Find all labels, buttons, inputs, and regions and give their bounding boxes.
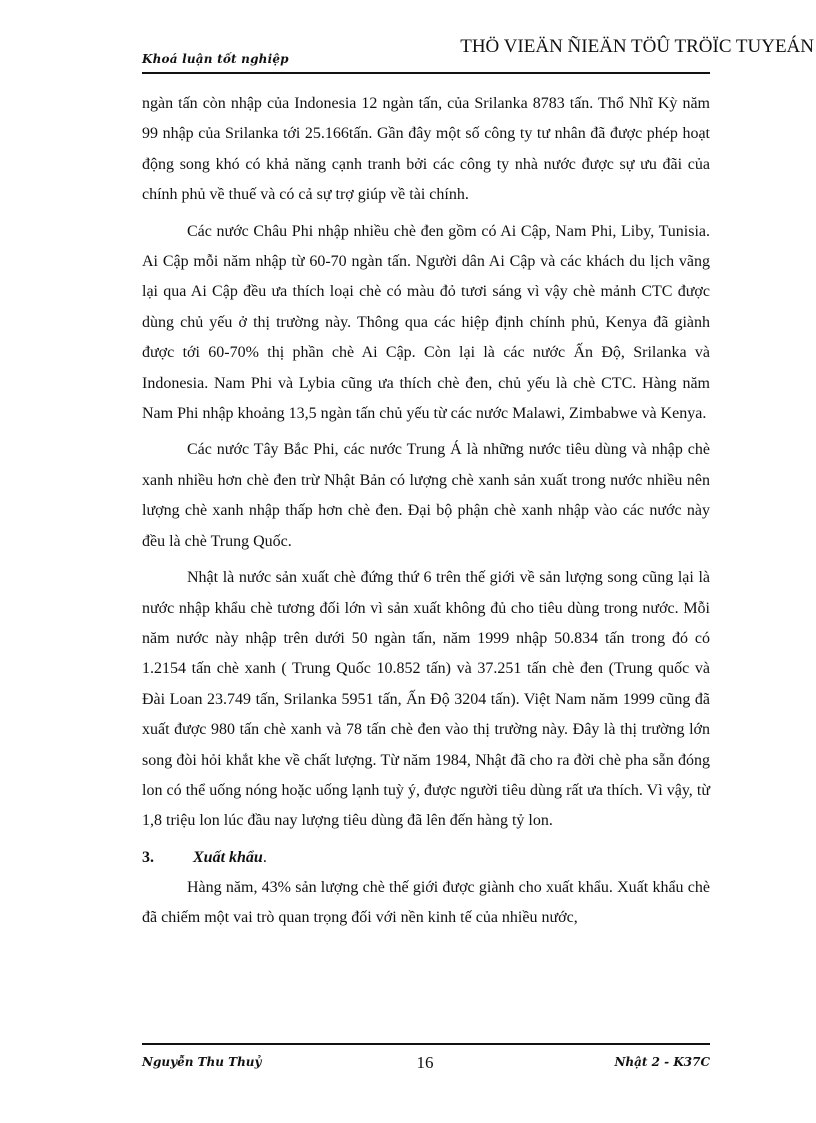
paragraph-japan: Nhật là nước sản xuất chè đứng thứ 6 trên thế giới về sản lượng song cũng lại là nước nhập khẩu chè tương đối lớn vì sản xuất không đủ cho tiêu dùng trong nước. Mỗi năm nước này nhập trên dưới 50 ngàn tấn, năm 1999 nhập 50.834 tấn trong đó có 1.2154 tấn chè xanh ( Trung Quốc 10.852 tấn) và 37.251 tấn chè đen (Trung quốc và Đài Loan 23.749 tấn, Srilanka 5951 tấn, Ấn Độ 3204 tấn). Việt Nam năm 1999 cũng đã xuất được 980 tấn chè xanh và 78 tấn chè đen vào thị trường này. Đây là thị trường lớn song đòi hỏi khắt khe về chất lượng. Từ năm 1984, Nhật đã cho ra đời chè pha sẵn đóng lon có thể uống nóng hoặc uống lạnh tuỳ ý, được người tiêu dùng rất ưa thích. Vì vậy, từ 1,8 triệu lon lúc đầu nay lượng tiêu dùng đã lên đến hàng tỷ lon.: [142, 569, 710, 830]
paragraph-export: Hàng năm, 43% sản lượng chè thế giới được giành cho xuất khẩu. Xuất khẩu chè đã chiếm một vai trò quan trọng đối với nền kinh tế của nhiều nước,: [142, 878, 710, 927]
paragraph-continued: ngàn tấn còn nhập của Indonesia 12 ngàn tấn, của Srilanka 8783 tấn. Thổ Nhĩ Kỳ năm 99 nhập của Srilanka tới 25.166tấn. Gần đây một số công ty tư nhân đã được phép hoạt động song khó có khả năng cạnh tranh bởi các công ty nhà nước được sự ưu đãi của chính phủ về thuế và có cả sự trợ giúp về tài chính.: [142, 95, 710, 204]
section-punct: .: [262, 848, 267, 866]
footer-class: Nhật 2 - K37C: [614, 1055, 710, 1069]
footer-author: Nguyễn Thu Thuỷ: [142, 1055, 262, 1069]
page-number: 16: [416, 1053, 434, 1072]
paragraph-africa: Các nước Châu Phi nhập nhiều chè đen gồm có Ai Cập, Nam Phi, Liby, Tunisia. Ai Cập mỗi năm nhập từ 60-70 ngàn tấn. Người dân Ai Cập và các khách du lịch vãng lại qua Ai Cập đều ưa thích loại chè có màu đỏ tươi sáng vì vậy chè mảnh CTC được dùng chủ yếu ở thị trường này. Thông qua các hiệp định chính phủ, Kenya đã giành được tới 60-70% thị phần chè Ai Cập. Còn lại là các nước Ấn Độ, Srilanka và Indonesia. Nam Phi và Lybia cũng ưa thích chè đen, chủ yếu là chè CTC. Hàng năm Nam Phi nhập khoảng 13,5 ngàn tấn chủ yếu từ các nước Malawi, Zimbabwe và Kenya.: [142, 222, 710, 423]
section-number: 3.: [142, 848, 154, 866]
header-thesis-label: Khoá luận tốt nghiệp: [142, 52, 289, 66]
body-text: [142, 89, 710, 940]
section-title: Xuất khẩu: [193, 848, 263, 866]
section-heading: [142, 843, 710, 873]
paragraph-northwest-africa: Các nước Tây Bắc Phi, các nước Trung Á là những nước tiêu dùng và nhập chè xanh nhiều hơn chè đen trừ Nhật Bản có lượng chè xanh sản xuất trong nước nhiều nên lượng chè xanh nhập thấp hơn chè đen. Đại bộ phận chè xanh nhập vào các nước này đều là chè Trung Quốc.: [142, 441, 710, 550]
header-library-title: THÖ VIEÄN ÑIEÄN TÖÛ TRÖÏC TUYEÁN: [460, 36, 814, 57]
header-rule: [142, 72, 710, 74]
footer-rule: [142, 1043, 710, 1045]
